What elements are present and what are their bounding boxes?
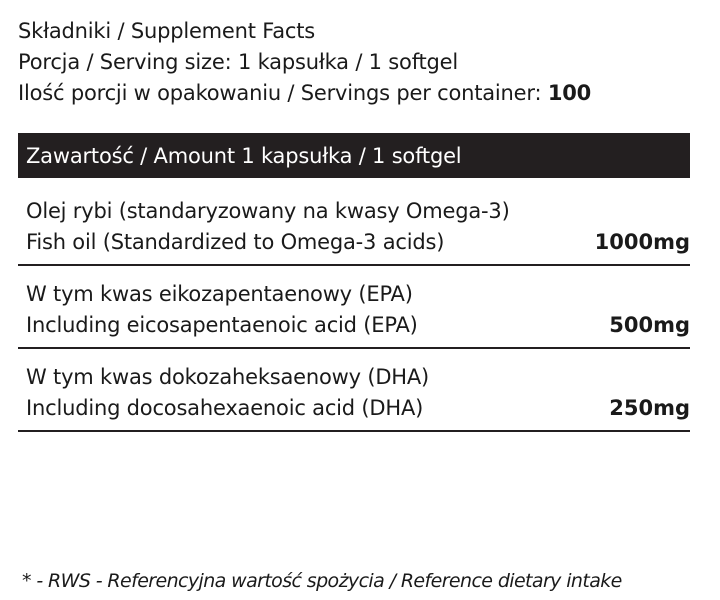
ingredient-name-en: Fish oil (Standardized to Omega-3 acids) — [26, 230, 445, 254]
servings-per-container — [18, 78, 690, 109]
table-row-epa — [18, 279, 690, 349]
serving-size: Porcja / Serving size: 1 kapsułka / 1 softgel — [18, 50, 459, 74]
servings-per-container-label: Ilość porcji w opakowaniu / Servings per container: — [18, 81, 548, 105]
servings-per-container-value: 100 — [547, 81, 592, 105]
ingredient-name-pl: W tym kwas dokozaheksaenowy (DHA) — [26, 365, 430, 389]
ingredient-amount: 1000mg — [594, 230, 690, 254]
supplement-facts-header — [18, 0, 690, 109]
ingredient-name-en: Including docosahexaenoic acid (DHA) — [26, 396, 424, 420]
ingredient-amount: 250mg — [609, 396, 690, 420]
ingredient-name-pl: W tym kwas eikozapentaenowy (EPA) — [26, 282, 413, 306]
ingredient-name-pl: Olej rybi (standaryzowany na kwasy Omega-3) — [26, 199, 510, 223]
supplement-facts-title: Składniki / Supplement Facts — [18, 19, 316, 43]
ingredient-name-en: Including eicosapentaenoic acid (EPA) — [26, 313, 418, 337]
amount-per-serving-bar: Zawartość / Amount 1 kapsułka / 1 softgel — [18, 133, 690, 178]
table-row-fish-oil — [18, 196, 690, 266]
footnote-rws: * - RWS - Referencyjna wartość spożycia / Reference dietary intake — [22, 570, 622, 592]
supplement-facts-panel — [18, 0, 690, 420]
table-row-dha — [18, 362, 690, 432]
ingredient-amount: 500mg — [609, 313, 690, 337]
